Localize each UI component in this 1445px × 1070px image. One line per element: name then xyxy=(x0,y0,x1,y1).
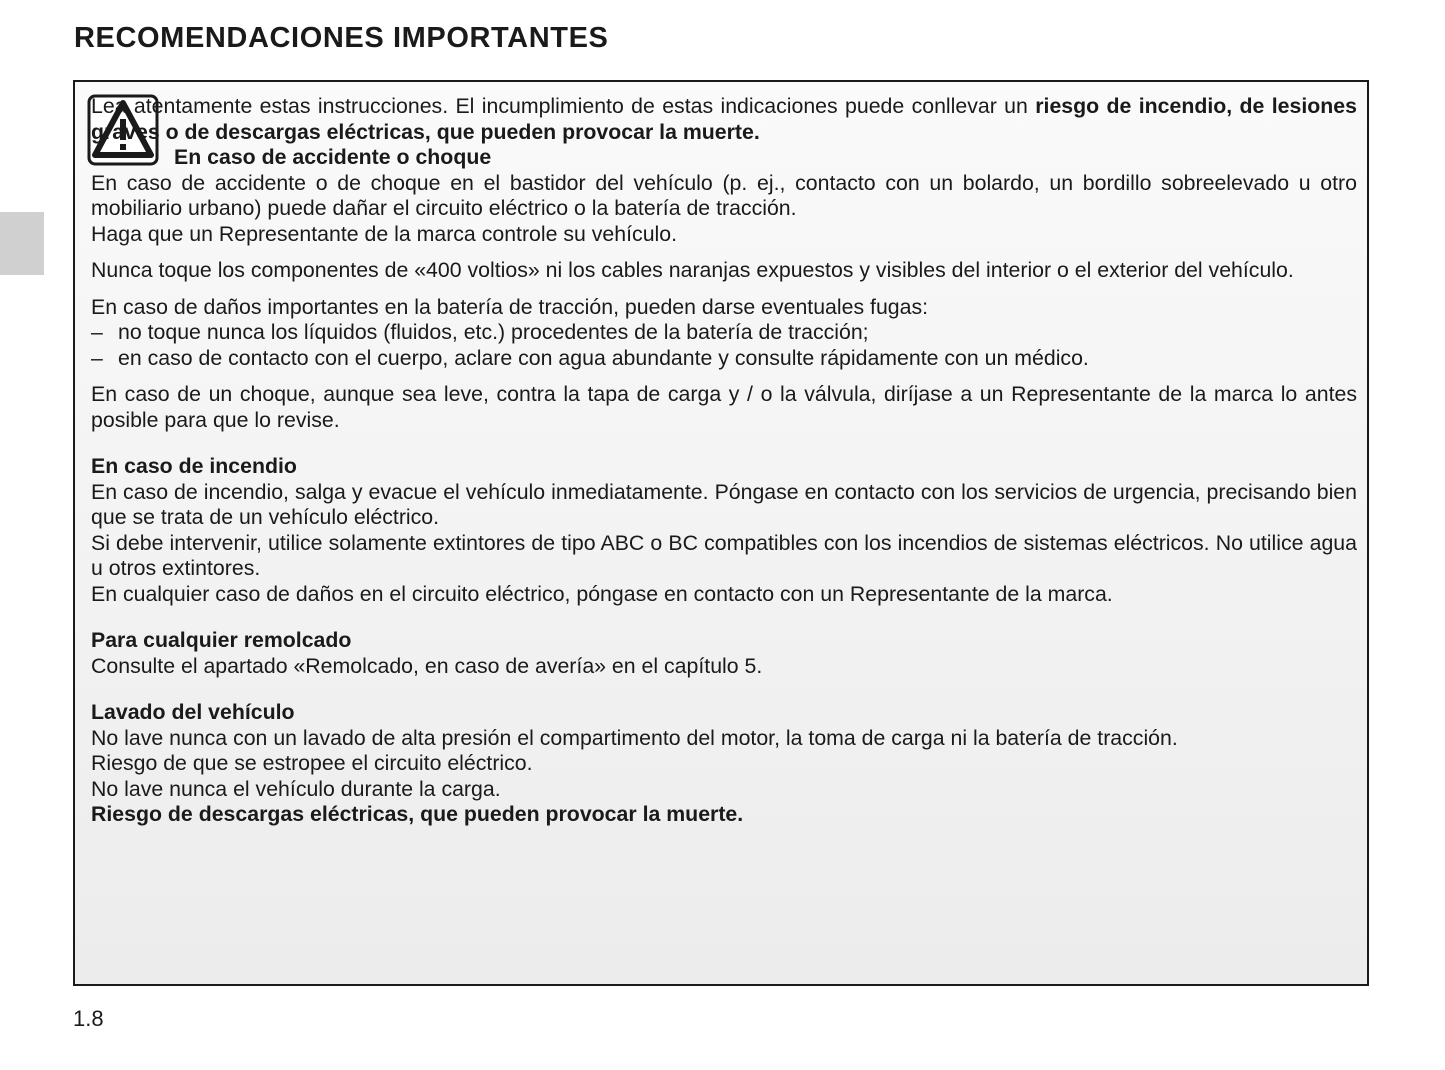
page-number: 1.8 xyxy=(73,1006,104,1031)
list-item xyxy=(91,346,1357,372)
washing-paragraph: No lave nunca el vehículo durante la carga. xyxy=(91,776,501,801)
intro-text: Lea atentamente estas instrucciones. El incumplimiento de estas indicaciones puede conllevar un xyxy=(91,94,1036,118)
washing-paragraph: No lave nunca con un lavado de alta presión el compartimento del motor, la toma de carga ni la batería de tracción. xyxy=(91,725,1178,750)
list-item-text: en caso de contacto con el cuerpo, aclare con agua abundante y consulte rápidamente con un médico. xyxy=(118,345,1089,370)
accident-paragraph: En caso de accidente o de choque en el bastidor del vehículo (p. ej., contacto con un bolardo, un bordillo sobreelevado u otro mobiliario urbano) puede dañar el circuito eléctrico o la batería de tracción. xyxy=(91,170,1357,220)
fire-paragraph: En cualquier caso de daños en el circuito eléctrico, póngase en contacto con un Representante de la marca. xyxy=(91,581,1113,606)
chapter-tab xyxy=(0,212,44,275)
washing-paragraph: Riesgo de que se estropee el circuito eléctrico. xyxy=(91,751,533,775)
list-item xyxy=(91,320,1357,346)
warning-content xyxy=(91,94,1357,828)
list-dash: – xyxy=(91,320,103,344)
list-item-text: no toque nunca los líquidos (fluidos, etc.) procedentes de la batería de tracción; xyxy=(118,320,869,344)
accident-paragraph: Nunca toque los componentes de «400 voltios» ni los cables naranjas expuestos y visibles del interior o el exterior del vehículo. xyxy=(91,258,1294,282)
towing-heading: Para cualquier remolcado xyxy=(91,628,352,652)
washing-heading: Lavado del vehículo xyxy=(91,700,295,724)
accident-heading: En caso de accidente o choque xyxy=(174,145,492,169)
fire-paragraph: En caso de incendio, salga y evacue el vehículo inmediatamente. Póngase en contacto con los servicios de urgencia, precisando bien que se trata de un vehículo eléctrico. xyxy=(91,479,1357,529)
fire-heading: En caso de incendio xyxy=(91,454,297,478)
fire-paragraph: Si debe intervenir, utilice solamente extintores de tipo ABC o BC compatibles con los incendios de sistemas eléctricos. No utilice agua u otros extintores. xyxy=(91,530,1357,580)
towing-paragraph: Consulte el apartado «Remolcado, en caso de avería» en el capítulo 5. xyxy=(91,653,763,678)
page-title: RECOMENDACIONES IMPORTANTES xyxy=(74,22,609,54)
accident-paragraph: Haga que un Representante de la marca controle su vehículo. xyxy=(91,221,678,246)
accident-paragraph: En caso de un choque, aunque sea leve, contra la tapa de carga y / o la válvula, diríjase a un Representante de la marca lo antes posible para que lo revise. xyxy=(91,382,1357,432)
list-dash: – xyxy=(91,345,103,370)
intro-bold-text: riesgo de incendio, de lesiones graves o de descargas eléctricas, que pueden provocar la muerte. xyxy=(91,94,1357,144)
warning-box xyxy=(73,80,1369,986)
intro-paragraph xyxy=(91,94,1357,145)
accident-paragraph: En caso de daños importantes en la batería de tracción, pueden darse eventuales fugas: xyxy=(91,294,929,319)
leak-list xyxy=(91,320,1357,371)
washing-warning: Riesgo de descargas eléctricas, que pueden provocar la muerte. xyxy=(91,802,744,826)
